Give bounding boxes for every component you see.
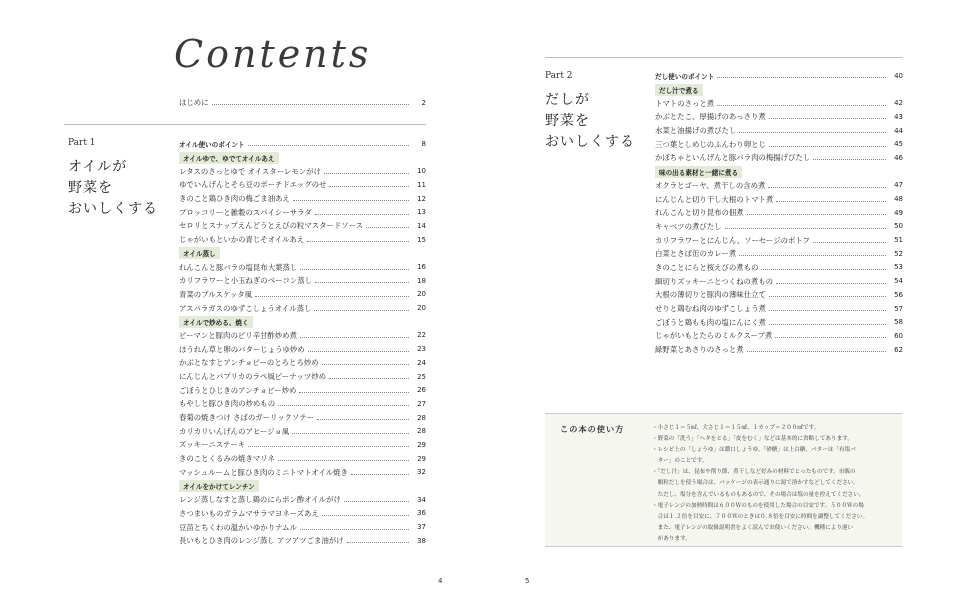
part2-title-line: だしが — [545, 92, 590, 108]
leader-dots — [308, 351, 409, 352]
toc-entry-title: ズッキーニステーキ — [179, 440, 246, 450]
toc-entry-title: かぼちゃといんげんと豚バラ肉の梅揚げびたし — [655, 153, 811, 163]
toc-entry-title: トマトのさっと煮 — [655, 98, 715, 108]
usage-note-line: ただし、塩分を含んでいるものもあるので、その場合は塩の量を控えてください。 — [652, 491, 865, 498]
toc-entry-title: レタスのさっとゆで オイスターレモンがけ — [179, 166, 321, 176]
leader-dots — [769, 118, 886, 119]
toc-entry[interactable] — [655, 179, 903, 193]
toc-entry-title: にんじんと切り干し大根のトマト煮 — [655, 194, 774, 204]
toc-entry[interactable] — [179, 411, 426, 425]
section-header — [179, 151, 426, 165]
toc-entry[interactable] — [655, 151, 903, 165]
usage-note-line: ター」のことです。 — [652, 458, 708, 465]
leader-dots — [255, 296, 409, 297]
toc-entry-title: ごぼうと鶏もも肉の塩にんにく煮 — [655, 317, 766, 327]
toc-entry[interactable] — [179, 205, 426, 219]
section-header — [655, 83, 903, 97]
toc-entry-page: 16 — [417, 263, 426, 272]
toc-entry-page: 42 — [894, 99, 903, 108]
leader-dots — [329, 378, 409, 379]
toc-entry-page: 8 — [421, 139, 426, 148]
section-header-label: オイルで炒める、焼く — [179, 316, 253, 328]
toc-entry-title: ピーマンと豚肉のピリ辛甘酢炒め煮 — [179, 330, 297, 340]
toc-entry-page: 13 — [417, 208, 426, 217]
toc-entry-page: 56 — [894, 290, 903, 299]
toc-entry-page: 50 — [894, 222, 903, 231]
toc-entry[interactable] — [655, 124, 903, 138]
toc-entry[interactable] — [179, 260, 426, 274]
toc-entry[interactable] — [655, 302, 903, 316]
toc-entry-title: せりと鶏むね肉のゆずこしょう煮 — [655, 304, 766, 314]
toc-entry-title: カリカリいんげんのアヒージョ風 — [179, 426, 290, 436]
part2-title-line: 野菜を — [545, 113, 590, 129]
toc-entry-title: にんじんとパプリカのラペ風ピーナッツ炒め — [179, 372, 327, 382]
leader-dots — [813, 159, 886, 160]
toc-entry[interactable] — [655, 206, 903, 220]
section-header-label: 味の出る素材と一緒に煮る — [655, 166, 742, 178]
toc-entry[interactable] — [179, 329, 426, 343]
toc-entry-page: 52 — [894, 249, 903, 258]
part1-title-line: 野菜を — [68, 180, 113, 196]
toc-entry-title: れんこんと切り昆布の佃煮 — [655, 208, 744, 218]
toc-entry[interactable] — [179, 534, 426, 548]
usage-note-line: ・小さじ１＝５㎖、大さじ１＝１５㎖、１カップ＝２００㎖です。 — [652, 425, 820, 431]
toc-entry-page: 47 — [894, 181, 903, 190]
toc-entry[interactable] — [179, 233, 426, 247]
leader-dots — [725, 228, 886, 229]
toc-entry[interactable] — [179, 301, 426, 315]
toc-entry-page: 18 — [417, 276, 426, 285]
toc-entry-page: 60 — [894, 331, 903, 340]
toc-entry-title: ほうれん草と卵のバターじょうゆ炒め — [179, 344, 305, 354]
usage-notes — [652, 423, 897, 545]
toc-entry[interactable] — [179, 164, 426, 178]
toc-entry[interactable] — [655, 261, 903, 275]
toc-entry-page: 37 — [417, 523, 426, 532]
toc-entry[interactable] — [179, 383, 426, 397]
toc-entry[interactable] — [655, 233, 903, 247]
toc-entry[interactable] — [179, 520, 426, 534]
leader-dots — [278, 460, 409, 461]
toc-entry-title: オイル使いのポイント — [179, 140, 245, 149]
leader-dots — [769, 296, 886, 297]
toc-entry[interactable] — [179, 192, 426, 206]
toc-lead-entry[interactable] — [655, 69, 903, 83]
toc-entry-page: 32 — [417, 468, 426, 477]
toc-entry-page: 45 — [894, 140, 903, 149]
toc-entry-page: 23 — [417, 345, 426, 354]
toc-entry-title: かぶとたこ、厚揚げのあっさり煮 — [655, 112, 766, 122]
toc-entry-title: 三つ葉としめじのふんわり卵とじ — [655, 139, 766, 149]
toc-entry-page: 46 — [894, 153, 903, 162]
toc-entry-page: 49 — [894, 208, 903, 217]
toc-entry-title: きのことくるみの焼きマリネ — [179, 454, 275, 464]
leader-dots — [776, 201, 886, 202]
toc-lead-entry[interactable] — [179, 137, 426, 151]
toc-entry-title: カリフラワーと小玉ねぎのベーコン蒸し — [179, 276, 313, 286]
section-header — [179, 479, 426, 493]
leader-dots — [739, 132, 886, 133]
part2-toc — [655, 69, 903, 356]
toc-entry-page: 54 — [894, 277, 903, 286]
toc-entry-page: 26 — [417, 386, 426, 395]
leader-dots — [747, 214, 886, 215]
toc-entry-page: 27 — [417, 399, 426, 408]
toc-entry-page: 12 — [417, 194, 426, 203]
toc-entry[interactable] — [655, 315, 903, 329]
section-header-label: オイルをかけてレンチン — [179, 480, 259, 492]
toc-entry-page: 57 — [894, 304, 903, 313]
section-header — [179, 315, 426, 329]
leader-dots — [776, 283, 886, 284]
part2-label: Part 2 — [545, 71, 573, 81]
leader-dots — [347, 542, 409, 543]
section-header — [179, 247, 426, 261]
usage-note-line: ・レシピ上の「しょうゆ」は濃口しょうゆ、「砂糖」は上白糖、バターは「有塩バ — [652, 447, 856, 454]
toc-entry-title: アスパラガスのゆずこしょうオイル蒸し — [179, 303, 312, 313]
toc-entry-page: 53 — [894, 263, 903, 272]
leader-dots — [761, 269, 886, 270]
leader-dots — [292, 433, 409, 434]
intro-page: 2 — [421, 98, 426, 107]
part1-toc — [179, 137, 426, 548]
toc-entry-title: ブロッコリーと雑穀のスパイシーサラダ — [179, 207, 312, 217]
toc-entry[interactable] — [179, 466, 426, 480]
toc-entry[interactable] — [655, 343, 903, 357]
toc-entry-page: 15 — [417, 235, 426, 244]
toc-entry-page: 44 — [894, 126, 903, 135]
section-header-label: オイルゆで、ゆでてオイルあえ — [179, 152, 279, 164]
toc-entry-title: 水菜と油揚げの煮びたし — [655, 126, 737, 136]
toc-entry-title: もやしと豚ひき肉の炒めもの — [179, 399, 276, 409]
toc-entry[interactable] — [179, 424, 426, 438]
toc-entry-title: きのことにらと桜えびの煮もの — [655, 262, 759, 272]
toc-entry-page: 40 — [894, 71, 903, 80]
leader-dots — [322, 515, 409, 516]
toc-entry-page: 62 — [894, 345, 903, 354]
leader-dots — [717, 105, 886, 106]
toc-entry-page: 51 — [894, 236, 903, 245]
toc-entry[interactable] — [179, 397, 426, 411]
leader-dots — [717, 77, 886, 78]
toc-entry-page: 58 — [894, 318, 903, 327]
toc-entry-title: オクラとゴーヤ、煮干しの含め煮 — [655, 180, 766, 190]
toc-entry-title: 大根の薄切りと豚肉の薄味仕立て — [655, 290, 766, 300]
leader-dots — [344, 501, 409, 502]
part1-title — [68, 157, 158, 220]
toc-entry-page: 29 — [417, 454, 426, 463]
part1-label: Part 1 — [68, 138, 96, 148]
leader-dots — [813, 242, 886, 243]
leader-dots — [300, 337, 409, 338]
toc-entry-page: 14 — [417, 221, 426, 230]
leader-dots — [768, 187, 886, 188]
leader-dots — [300, 269, 409, 270]
part2-rule — [545, 57, 902, 58]
part1-rule — [64, 124, 426, 125]
toc-entry[interactable] — [179, 342, 426, 356]
toc-entry[interactable] — [655, 96, 903, 110]
page-number-right: 5 — [525, 577, 530, 585]
page-number-left: 4 — [438, 577, 443, 585]
toc-entry-page: 22 — [417, 331, 426, 340]
leader-dots — [769, 310, 886, 311]
toc-entry[interactable] — [179, 493, 426, 507]
toc-entry-title: ゆでいんげんとそら豆のポーチドエッグのせ — [179, 180, 327, 190]
leader-dots — [278, 405, 409, 406]
usage-note-line: 顆粒だしを使う場合は、パッケージの表示通りに湯で溶かすなどしてください。 — [652, 480, 859, 487]
usage-note-line: ・野菜の「洗う」「ヘタをとる」「皮をむく」などは基本的に省略してあります。 — [652, 436, 853, 443]
toc-entry-title: キャベツの煮びたし — [655, 221, 722, 231]
leader-dots — [329, 186, 409, 187]
part2-title — [545, 90, 635, 153]
toc-entry-page: 38 — [417, 536, 426, 545]
toc-entry-page: 20 — [417, 290, 426, 299]
toc-entry[interactable] — [179, 274, 426, 288]
leader-dots — [212, 104, 409, 105]
leader-dots — [314, 310, 409, 311]
leader-dots — [351, 474, 409, 475]
toc-entry-page: 29 — [417, 440, 426, 449]
toc-entry[interactable] — [655, 329, 903, 343]
toc-entry-title: マッシュルームと豚ひき肉のミニトマトオイル焼き — [179, 467, 348, 477]
toc-entry-title: ごぼうとひじきのアンチョビー炒め — [179, 385, 297, 395]
toc-entry[interactable] — [655, 220, 903, 234]
toc-entry[interactable] — [655, 274, 903, 288]
leader-dots — [315, 214, 409, 215]
toc-entry-page: 48 — [894, 195, 903, 204]
toc-entry-page: 10 — [417, 167, 426, 176]
part1-title-line: オイルが — [68, 159, 128, 175]
leader-dots — [366, 227, 409, 228]
leader-dots — [248, 446, 409, 447]
toc-entry-page: 28 — [417, 427, 426, 436]
toc-entry-title: 豆苗とちくわの温かいゆかりナムル — [179, 522, 297, 532]
leader-dots — [299, 392, 409, 393]
toc-entry-title: じゃがいもとたらのミルクスープ煮 — [655, 331, 773, 341]
toc-entry-page: 11 — [417, 180, 426, 189]
leader-dots — [769, 324, 886, 325]
toc-entry-page: 36 — [417, 509, 426, 518]
leader-dots — [293, 200, 409, 201]
leader-dots — [775, 337, 886, 338]
toc-entry-page: 43 — [894, 112, 903, 121]
usage-note-line: があります。 — [652, 535, 691, 542]
part2-title-line: おいしくする — [545, 134, 635, 150]
toc-entry-title: 春菊の焼きつけ さばのガーリックソテー — [179, 413, 315, 423]
toc-entry-page: 20 — [417, 304, 426, 313]
section-header — [655, 165, 903, 179]
leader-dots — [747, 351, 886, 352]
usage-title: この本の使い方 — [560, 424, 625, 434]
toc-entry[interactable] — [655, 110, 903, 124]
leader-dots — [317, 419, 409, 420]
intro-entry[interactable] — [179, 96, 429, 110]
leader-dots — [739, 255, 886, 256]
toc-entry-title: 長いもとひき肉のレンジ蒸し アツアツごま油がけ — [179, 536, 344, 546]
toc-entry[interactable] — [179, 438, 426, 452]
usage-note-line: また、電子レンジの取扱説明書をよく読んでお使いください。機種により違い — [652, 524, 854, 531]
toc-entry[interactable] — [655, 192, 903, 206]
leader-dots — [248, 145, 409, 146]
usage-note-line: 合は１.２倍を目安に、７００Ｗのときは０.８倍を目安に時間を調整してください。 — [652, 513, 869, 520]
section-header-label: オイル蒸し — [179, 247, 220, 259]
toc-entry-title: カリフラワーとにんじん、ソーセージのポトフ — [655, 235, 810, 245]
toc-entry-page: 28 — [417, 413, 426, 422]
toc-entry[interactable] — [179, 178, 426, 192]
toc-entry-title: だし使いのポイント — [655, 72, 715, 81]
toc-entry-page: 24 — [417, 358, 426, 367]
toc-entry[interactable] — [655, 137, 903, 151]
toc-entry-title: さつまいものガラムマサラマヨネーズあえ — [179, 508, 319, 518]
toc-entry-title: 青菜のブルスケッタ風 — [179, 289, 253, 299]
leader-dots — [769, 146, 886, 147]
toc-entry-title: 白菜とさば缶のカレー煮 — [655, 249, 737, 259]
toc-entry[interactable] — [179, 356, 426, 370]
toc-entry-title: 緑野菜とあさりのさっと煮 — [655, 345, 744, 355]
intro-label: はじめに — [179, 98, 209, 108]
toc-entry[interactable] — [179, 507, 426, 521]
toc-entry-title: れんこんと豚バラの塩昆布大葉蒸し — [179, 262, 298, 272]
toc-entry[interactable] — [179, 219, 426, 233]
toc-entry-title: 細切りズッキーニとつくねの煮もの — [655, 276, 774, 286]
toc-entry[interactable] — [179, 370, 426, 384]
toc-entry-page: 25 — [417, 372, 426, 381]
usage-note-line: ・電子レンジの加熱時間は６００Ｗのものを使用した場合の目安です。５００Ｗの場 — [652, 502, 864, 509]
toc-entry[interactable] — [655, 247, 903, 261]
toc-entry-title: かぶとなすとアンチョビーのとろとろ炒め — [179, 358, 319, 368]
toc-entry-title: きのこと鶏ひき肉の梅ごま油あえ — [179, 194, 290, 204]
toc-entry-title: じゃがいもといかの青じそオイルあえ — [179, 235, 305, 245]
toc-entry[interactable] — [179, 288, 426, 302]
leader-dots — [300, 529, 409, 530]
toc-entry[interactable] — [655, 288, 903, 302]
leader-dots — [324, 173, 409, 174]
part1-title-line: おいしくする — [68, 201, 158, 217]
toc-entry-title: セロリとスナップえんどうとえびの粒マスタードソース — [179, 221, 364, 231]
toc-entry-page: 34 — [417, 495, 426, 504]
toc-entry-title: レンジ蒸しなすと蒸し鶏のにらポン酢オイルがけ — [179, 495, 341, 505]
leader-dots — [322, 364, 409, 365]
contents-title: Contents — [174, 32, 372, 76]
toc-entry[interactable] — [179, 452, 426, 466]
usage-note-line: ・「だし汁」は、昆布や削り節、煮干しなど好みの材料でとったものです。市販の — [652, 469, 856, 476]
section-header-label: だし汁で煮る — [655, 84, 703, 96]
leader-dots — [307, 241, 409, 242]
leader-dots — [315, 282, 409, 283]
